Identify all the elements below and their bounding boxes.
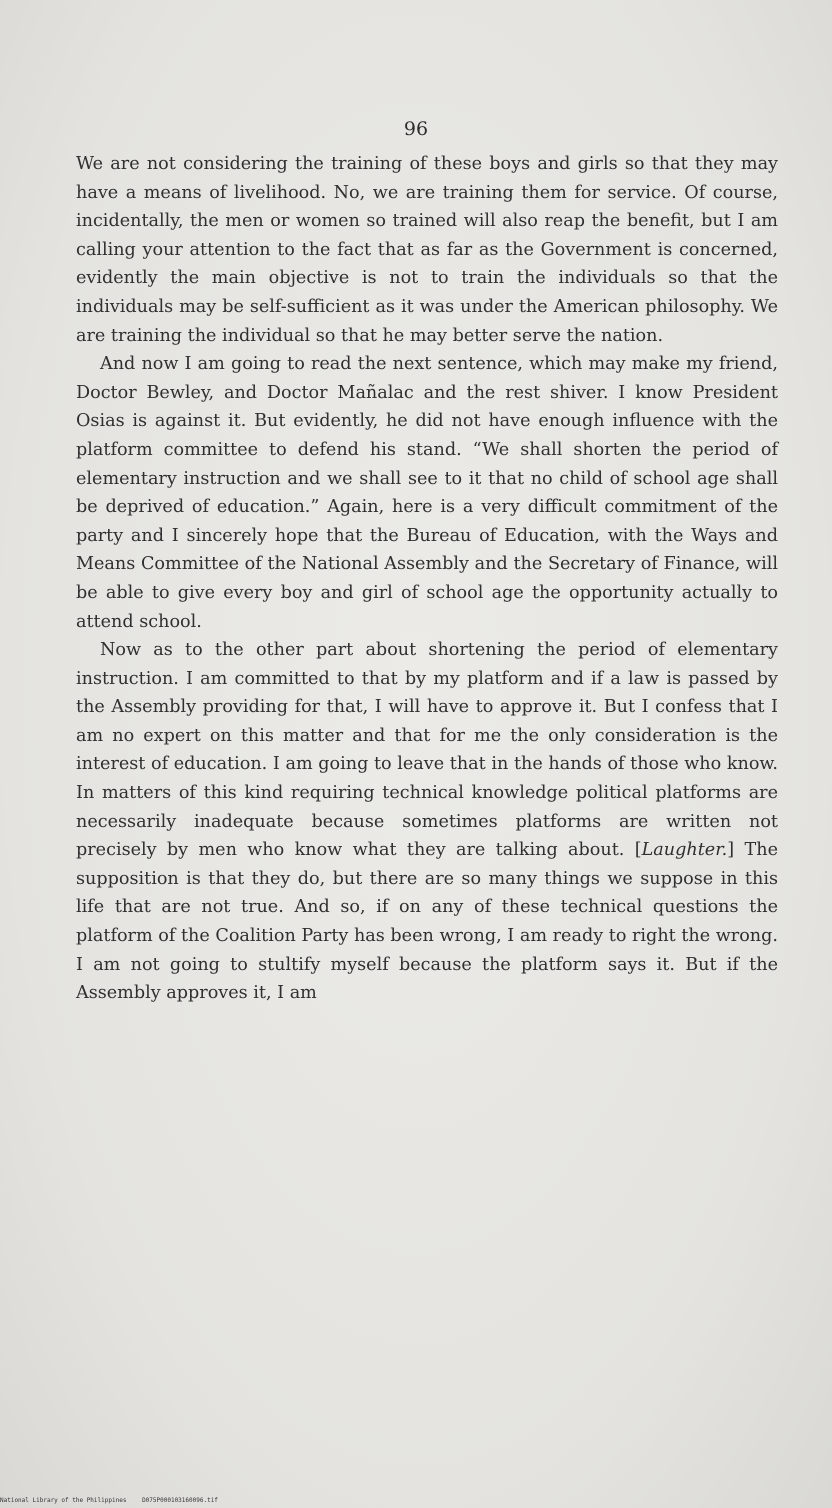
bracket-open: [ (634, 840, 642, 861)
page-number: 96 (403, 118, 429, 140)
paragraph-3-text-before: Now as to the other part about shortening the period of elementary instruction. I am committed to that by my platform and if a law is passed by the Assembly providing for that, I will have to approve it. But I confess that I am no expert on this matter and that for me the only consideration is the interest of education. I am going to leave that in the hands of those who know. In matters of this kind requiring technical knowledge political platforms are necessarily inadequate because sometimes platforms are written not precisely by men who know what they are talking about. (76, 640, 778, 861)
paragraph-2: And now I am going to read the next sentence, which may make my friend, Doctor Bewley, and Doctor Mañalac and the rest shiver. I know President Osias is against it. But evidently, he did not have enough influence with the platform committee to defend his stand. “We shall shorten the period of elementary instruction and we shall see to it that no child of school age shall be deprived of education.” Again, here is a very difficult commitment of the party and I sincerely hope that the Bureau of Education, with the Ways and Means Committee of the National Assembly and the Secretary of Finance, will be able to give every boy and girl of school age the opportunity actually to attend school. (76, 354, 778, 632)
footer-library: National Library of the Philippines (0, 1497, 127, 1504)
page-body (76, 150, 778, 1008)
paragraph-3 (76, 636, 778, 1008)
scan-footer (0, 1497, 230, 1504)
paragraph-1: We are not considering the training of these boys and girls so that they may have a means of livelihood. No, we are training them for service. Of course, incidentally, the men or women so trained will also reap the benefit, but I am calling your attention to the fact that as far as the Government is concerned, evidently the main objective is not to train the individuals so that the individuals may be self-sufficient as it was under the American philosophy. We are training the individual so that he may better serve the nation. (76, 154, 778, 346)
bracket-close: ] (727, 840, 735, 861)
paragraph-3-text-after: The supposition is that they do, but there are so many things we suppose in this life that are not true. And so, if on any of these technical questions the platform of the Coalition Party has been wrong, I am ready to right the wrong. I am not going to stultify myself because the platform says it. But if the Assembly approves it, I am (76, 840, 778, 1004)
laughter-annotation: Laughter. (641, 840, 728, 861)
footer-file: D075P000103160096.tif (142, 1497, 218, 1504)
